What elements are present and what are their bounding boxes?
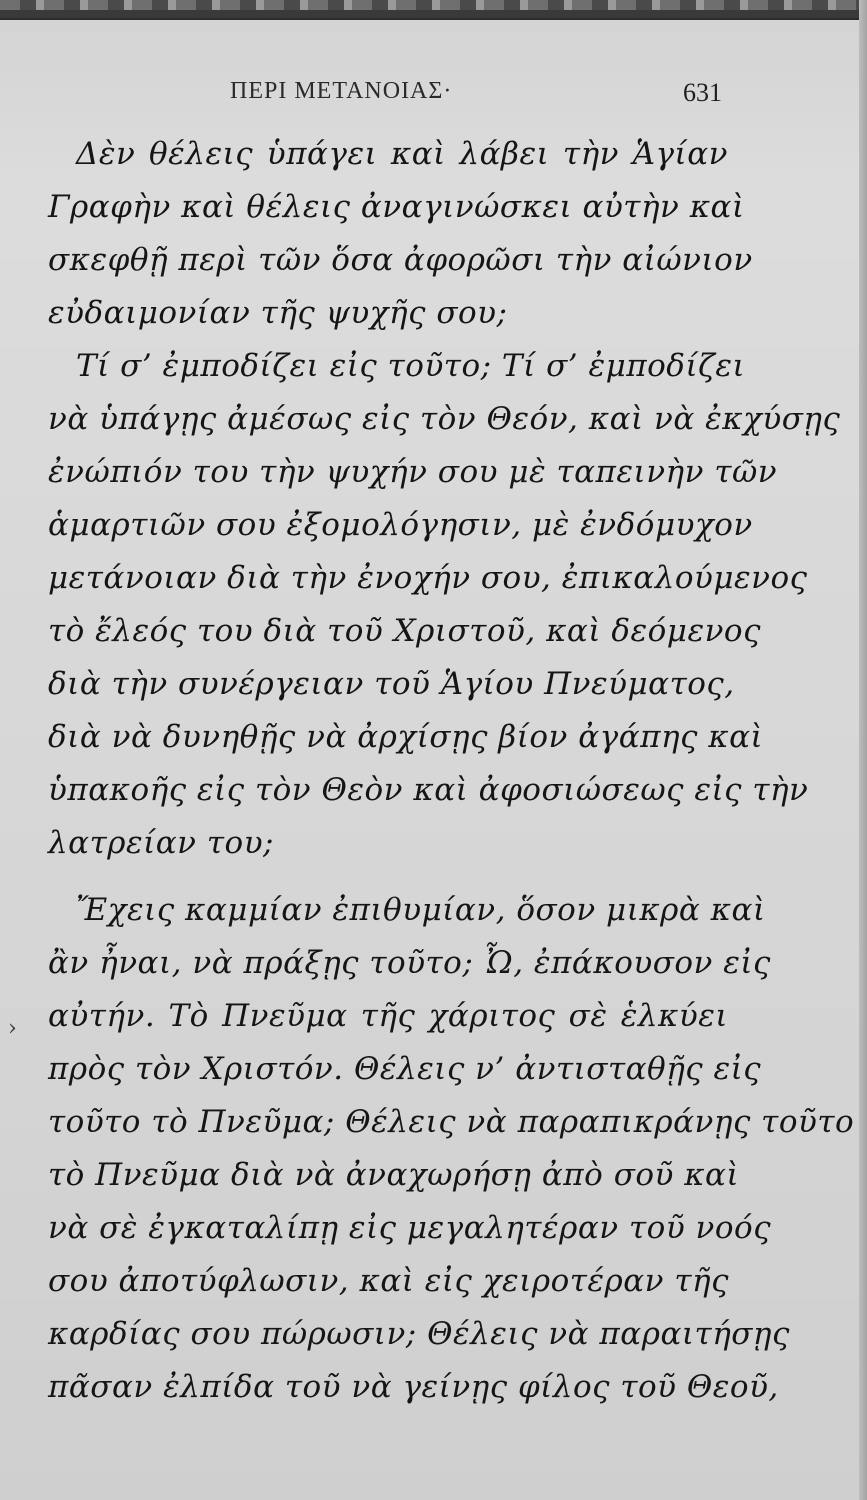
text-line: Τί σ’ ἐμποδίζει εἰς τοῦτο; Τί σ’ ἐμποδίζει (76, 348, 746, 384)
top-page-border (0, 0, 867, 20)
text-line: καρδίας σου πώρωσιν; Θέλεις νὰ παραιτήσῃς (48, 1316, 790, 1352)
paragraph-gap (48, 870, 728, 884)
text-line: ἐνώπιόν του τὴν ψυχήν σου μὲ ταπεινὴν τῶν (48, 454, 778, 490)
text-line: Γραφὴν καὶ θέλεις ἀναγινώσκει αὐτὴν καὶ (48, 189, 745, 225)
text-line: μετάνοιαν διὰ τὴν ἐνοχήν σου, ἐπικαλούμενος (48, 560, 808, 596)
text-line: ἂν ἦναι, νὰ πράξῃς τοῦτο; Ὦ, ἐπάκουσον εἰς (48, 945, 771, 981)
text-line: λατρείαν του; (48, 825, 274, 861)
text-line: διὰ νὰ δυνηθῇς νὰ ἀρχίσῃς βίον ἀγάπης καὶ (48, 719, 764, 755)
page-number: 631 (683, 78, 722, 107)
text-line: σκεφθῇ περὶ τῶν ὅσα ἀφορῶσι τὴν αἰώνιον (48, 242, 753, 278)
page-edge-shadow (859, 0, 867, 1500)
text-line: πρὸς τὸν Χριστόν. Θέλεις ν’ ἀντισταθῇς εἰς (48, 1051, 762, 1087)
text-line: πᾶσαν ἐλπίδα τοῦ νὰ γείνῃς φίλος τοῦ Θεοῦ, (48, 1369, 779, 1405)
text-line: νὰ σὲ ἐγκαταλίπῃ εἰς μεγαλητέραν τοῦ νοός (48, 1210, 772, 1246)
margin-mark: › (8, 1016, 17, 1041)
text-line: σου ἀποτύφλωσιν, καὶ εἰς χειροτέραν τῆς (48, 1263, 729, 1299)
text-line: εὐδαιμονίαν τῆς ψυχῆς σου; (48, 295, 508, 331)
text-line: Δὲν θέλεις ὑπάγει καὶ λάβει τὴν Ἁγίαν (76, 136, 728, 172)
text-line: ὑπακοῆς εἰς τὸν Θεὸν καὶ ἀφοσιώσεως εἰς τὴν (48, 772, 809, 808)
text-line: τὸ ἔλεός του διὰ τοῦ Χριστοῦ, καὶ δεόμενος (48, 613, 761, 649)
text-line: αὐτήν. Τὸ Πνεῦμα τῆς χάριτος σὲ ἑλκύει (48, 998, 728, 1034)
running-title: ΠΕΡΙ ΜΕΤΑΝΟΙΑΣ· (230, 78, 453, 104)
text-line: ἁμαρτιῶν σου ἐξομολόγησιν, μὲ ἐνδόμυχον (48, 507, 753, 543)
text-line: νὰ ὑπάγῃς ἀμέσως εἰς τὸν Θεόν, καὶ νὰ ἐκχύσῃς (48, 401, 841, 437)
body-text (48, 128, 855, 1414)
text-line: διὰ τὴν συνέργειαν τοῦ Ἁγίου Πνεύματος, (48, 666, 735, 702)
text-line: τοῦτο τὸ Πνεῦμα; Θέλεις νὰ παραπικράνῃς τοῦτο (48, 1104, 855, 1140)
text-line: Ἔχεις καμμίαν ἐπιθυμίαν, ὅσον μικρὰ καὶ (76, 892, 766, 928)
text-line: τὸ Πνεῦμα διὰ νὰ ἀναχωρήσῃ ἀπὸ σοῦ καὶ (48, 1157, 740, 1193)
